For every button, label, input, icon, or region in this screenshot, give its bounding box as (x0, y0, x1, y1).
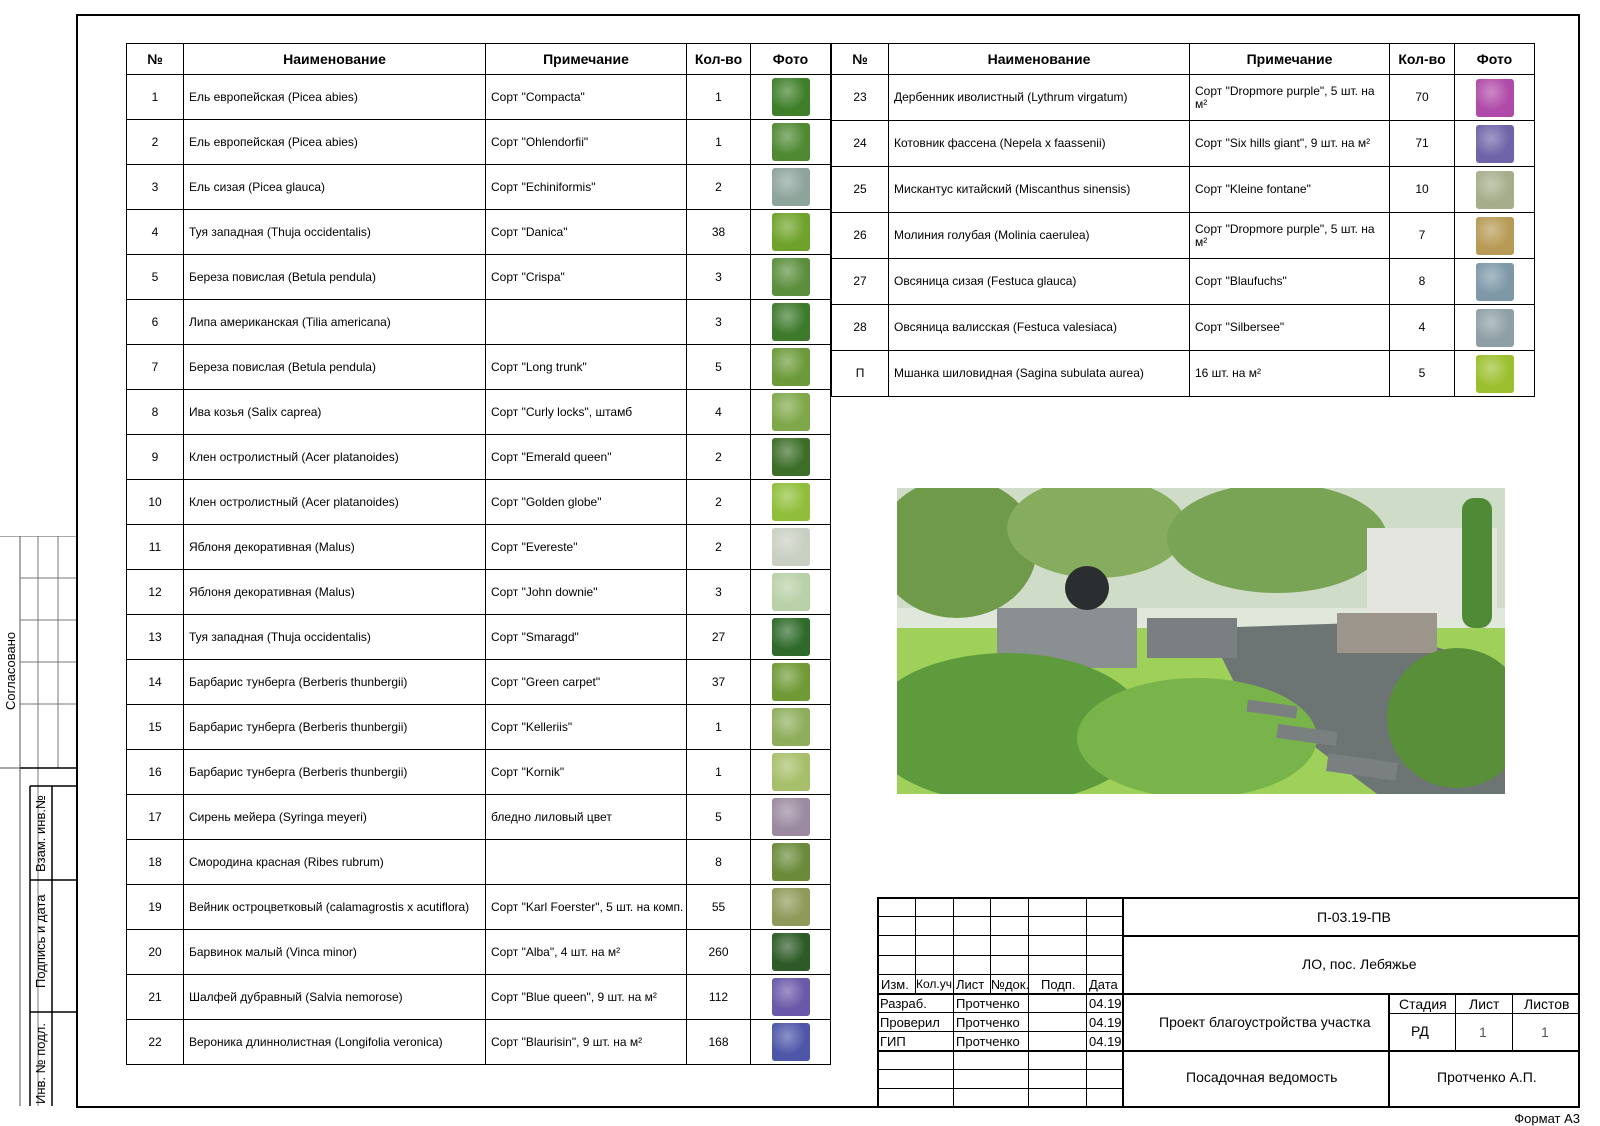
table-row (127, 750, 831, 795)
format-label: Формат А3 (1514, 1111, 1580, 1126)
plant-name: Ель европейская (Picea abies) (184, 75, 486, 120)
plant-note: Сорт "Evereste" (486, 525, 687, 570)
plant-photo (772, 933, 810, 971)
plant-name: Вероника длиннолистная (Longifolia veronica) (184, 1020, 486, 1065)
sheets-label: Листов (1524, 996, 1570, 1012)
table-row (832, 121, 1535, 167)
plant-photo-cell (751, 705, 831, 750)
plant-photo (772, 258, 810, 296)
plant-photo-cell (751, 75, 831, 120)
plant-no: 7 (127, 345, 184, 390)
plant-qty: 8 (1390, 259, 1455, 305)
table-row (127, 975, 831, 1020)
plant-note: Сорт "Golden globe" (486, 480, 687, 525)
col-qty-header: Кол-во (1390, 44, 1455, 75)
plant-qty: 71 (1390, 121, 1455, 167)
table-row (127, 480, 831, 525)
plant-no: 22 (127, 1020, 184, 1065)
plant-note: Сорт "Dropmore purple", 5 шт. на м² (1190, 75, 1390, 121)
plant-photo (772, 528, 810, 566)
plant-no: 16 (127, 750, 184, 795)
plant-photo-cell (751, 885, 831, 930)
plant-note: Сорт "Green carpet" (486, 660, 687, 705)
plant-photo-cell (1455, 167, 1535, 213)
plant-photo (1476, 125, 1514, 163)
plant-photo-cell (1455, 213, 1535, 259)
plant-qty: 8 (687, 840, 751, 885)
plant-note: Сорт "Emerald queen" (486, 435, 687, 480)
table-row (127, 390, 831, 435)
table-row (127, 660, 831, 705)
plant-name: Туя западная (Thuja occidentalis) (184, 210, 486, 255)
plant-name: Береза повислая (Betula pendula) (184, 255, 486, 300)
replace-inv-label: Взам. инв.№ (33, 795, 48, 872)
col-name-header: Наименование (184, 44, 486, 75)
table-row (127, 165, 831, 210)
plant-photo (1476, 79, 1514, 117)
plant-qty: 70 (1390, 75, 1455, 121)
table-row (127, 795, 831, 840)
plant-note: Сорт "Smaragd" (486, 615, 687, 660)
plant-qty: 5 (687, 345, 751, 390)
plant-name: Барбарис тунберга (Berberis thunbergii) (184, 660, 486, 705)
plant-note: Сорт "Blue queen", 9 шт. на м² (486, 975, 687, 1020)
plant-photo-cell (751, 660, 831, 705)
plant-no: 10 (127, 480, 184, 525)
table-row (127, 570, 831, 615)
plant-photo-cell (751, 840, 831, 885)
plant-no: 14 (127, 660, 184, 705)
plant-photo (772, 1023, 810, 1061)
plant-photo-cell (1455, 75, 1535, 121)
plant-photo-cell (751, 480, 831, 525)
table-row (127, 345, 831, 390)
left-margin-stamps (0, 536, 76, 1106)
tb-name-3: Протченко (956, 1034, 1020, 1049)
plant-note: Сорт "Danica" (486, 210, 687, 255)
col-qty-header: Кол-во (687, 44, 751, 75)
project-location: ЛО, пос. Лебяжье (1302, 956, 1417, 972)
plant-qty: 112 (687, 975, 751, 1020)
plant-no: 11 (127, 525, 184, 570)
col-no-header: № (832, 44, 889, 75)
tb-hdr-ndok: №док. (991, 977, 1030, 992)
table-row (127, 705, 831, 750)
plant-note: бледно лиловый цвет (486, 795, 687, 840)
plant-photo (772, 573, 810, 611)
table-row (832, 167, 1535, 213)
plant-name: Клен остролистный (Acer platanoides) (184, 435, 486, 480)
plant-name: Береза повислая (Betula pendula) (184, 345, 486, 390)
garden-render-image (897, 488, 1505, 794)
sign-date-label: Подпись и дата (33, 894, 48, 988)
plant-note (486, 300, 687, 345)
plant-photo-cell (751, 525, 831, 570)
plant-photo (772, 888, 810, 926)
planting-table-left (126, 43, 831, 1065)
plant-no: 18 (127, 840, 184, 885)
table-row (832, 259, 1535, 305)
plant-photo-cell (751, 210, 831, 255)
col-no-header: № (127, 44, 184, 75)
author-org: Протченко А.П. (1437, 1069, 1537, 1085)
plant-no: 19 (127, 885, 184, 930)
col-photo-header: Фото (1455, 44, 1535, 75)
table-row (832, 75, 1535, 121)
col-photo-header: Фото (751, 44, 831, 75)
plant-no: 26 (832, 213, 889, 259)
plant-no: 8 (127, 390, 184, 435)
plant-no: 23 (832, 75, 889, 121)
plant-photo (772, 393, 810, 431)
plant-no: П (832, 351, 889, 397)
plant-photo-cell (751, 345, 831, 390)
plant-name: Ель сизая (Picea glauca) (184, 165, 486, 210)
plant-name: Мискантус китайский (Miscanthus sinensis) (889, 167, 1190, 213)
plant-photo (772, 978, 810, 1016)
plant-photo (772, 438, 810, 476)
table-row (127, 255, 831, 300)
plant-photo-cell (751, 165, 831, 210)
plant-photo-cell (751, 570, 831, 615)
plant-note: Сорт "Six hills giant", 9 шт. на м² (1190, 121, 1390, 167)
plant-name: Овсяница сизая (Festuca glauca) (889, 259, 1190, 305)
col-note-header: Примечание (1190, 44, 1390, 75)
plant-note: Сорт "Kelleriis" (486, 705, 687, 750)
plant-photo (772, 843, 810, 881)
plant-name: Ива козья (Salix caprea) (184, 390, 486, 435)
col-note-header: Примечание (486, 44, 687, 75)
tb-name-2: Протченко (956, 1015, 1020, 1030)
tb-hdr-data: Дата (1089, 977, 1118, 992)
plant-qty: 37 (687, 660, 751, 705)
plant-photo-cell (751, 795, 831, 840)
plant-photo (1476, 217, 1514, 255)
plant-photo-cell (751, 255, 831, 300)
plant-no: 3 (127, 165, 184, 210)
plant-photo (772, 798, 810, 836)
table-row (832, 213, 1535, 259)
title-block (877, 897, 1580, 1108)
plant-photo-cell (751, 975, 831, 1020)
agreed-label: Согласовано (3, 631, 18, 710)
sheet-title: Посадочная ведомость (1186, 1069, 1338, 1085)
plant-photo (772, 78, 810, 116)
plant-photo-cell (1455, 121, 1535, 167)
plant-qty: 1 (687, 75, 751, 120)
plant-photo (772, 168, 810, 206)
plant-photo (1476, 263, 1514, 301)
plant-note: Сорт "John downie" (486, 570, 687, 615)
plant-qty: 2 (687, 525, 751, 570)
tb-date-3: 04.19 (1089, 1034, 1122, 1049)
plant-qty: 260 (687, 930, 751, 975)
plant-photo-cell (751, 300, 831, 345)
plant-note: Сорт "Ohlendorfii" (486, 120, 687, 165)
plant-photo (1476, 171, 1514, 209)
plant-note: Сорт "Silbersee" (1190, 305, 1390, 351)
plant-name: Шалфей дубравный (Salvia nemorose) (184, 975, 486, 1020)
plant-name: Яблоня декоративная (Malus) (184, 525, 486, 570)
table-row (127, 210, 831, 255)
plant-photo (772, 348, 810, 386)
table-row (127, 615, 831, 660)
tb-hdr-podp: Подп. (1041, 977, 1076, 992)
table-row (127, 435, 831, 480)
plant-no: 21 (127, 975, 184, 1020)
plant-no: 24 (832, 121, 889, 167)
project-code: П-03.19-ПВ (1317, 909, 1391, 925)
table-row (127, 300, 831, 345)
plant-note: Сорт "Long trunk" (486, 345, 687, 390)
stage-label: Стадия (1399, 996, 1447, 1012)
plant-name: Клен остролистный (Acer platanoides) (184, 480, 486, 525)
plant-name: Липа американская (Tilia americana) (184, 300, 486, 345)
plant-note: Сорт "Kornik" (486, 750, 687, 795)
plant-note: Сорт "Curly locks", штамб (486, 390, 687, 435)
plant-name: Смородина красная (Ribes rubrum) (184, 840, 486, 885)
sheet-value: 1 (1479, 1024, 1487, 1040)
plant-photo (772, 753, 810, 791)
plant-no: 1 (127, 75, 184, 120)
plant-photo (772, 663, 810, 701)
plant-note: Сорт "Compacta" (486, 75, 687, 120)
plant-photo-cell (751, 750, 831, 795)
plant-photo-cell (751, 390, 831, 435)
plant-no: 5 (127, 255, 184, 300)
plant-photo-cell (1455, 351, 1535, 397)
tb-name-1: Протченко (956, 996, 1020, 1011)
plant-qty: 27 (687, 615, 751, 660)
tb-role-2: Проверил (880, 1015, 940, 1030)
sheets-value: 1 (1541, 1024, 1549, 1040)
col-name-header: Наименование (889, 44, 1190, 75)
plant-qty: 4 (687, 390, 751, 435)
tb-date-2: 04.19 (1089, 1015, 1122, 1030)
table-row (127, 120, 831, 165)
plant-qty: 3 (687, 255, 751, 300)
plant-photo-cell (751, 1020, 831, 1065)
plant-photo (772, 618, 810, 656)
table-row (127, 840, 831, 885)
plant-qty: 168 (687, 1020, 751, 1065)
plant-photo (1476, 309, 1514, 347)
plant-qty: 10 (1390, 167, 1455, 213)
planting-table-right (831, 43, 1535, 397)
plant-qty: 2 (687, 435, 751, 480)
plant-name: Молиния голубая (Molinia caerulea) (889, 213, 1190, 259)
plant-photo (772, 303, 810, 341)
plant-no: 4 (127, 210, 184, 255)
plant-name: Дербенник иволистный (Lythrum virgatum) (889, 75, 1190, 121)
plant-note: Сорт "Karl Foerster", 5 шт. на комп. (486, 885, 687, 930)
plant-note: Сорт "Crispa" (486, 255, 687, 300)
plant-note: Сорт "Alba", 4 шт. на м² (486, 930, 687, 975)
table-row (127, 930, 831, 975)
tb-hdr-list: Лист (956, 977, 985, 992)
plant-note: Сорт "Dropmore purple", 5 шт. на м² (1190, 213, 1390, 259)
garden-illustration (897, 488, 1505, 794)
plant-photo (772, 708, 810, 746)
project-title: Проект благоустройства участка (1159, 1014, 1371, 1030)
plant-note: Сорт "Blaufuchs" (1190, 259, 1390, 305)
plant-photo-cell (751, 120, 831, 165)
stage-value: РД (1411, 1023, 1429, 1039)
table-row (127, 525, 831, 570)
plant-name: Барвинок малый (Vinca minor) (184, 930, 486, 975)
plant-photo (772, 213, 810, 251)
plant-qty: 2 (687, 480, 751, 525)
plant-name: Котовник фассена (Nepela x faassenii) (889, 121, 1190, 167)
plant-name: Яблоня декоративная (Malus) (184, 570, 486, 615)
plant-qty: 3 (687, 570, 751, 615)
plant-note (486, 840, 687, 885)
plant-name: Барбарис тунберга (Berberis thunbergii) (184, 750, 486, 795)
plant-no: 27 (832, 259, 889, 305)
plant-no: 17 (127, 795, 184, 840)
table-row (832, 305, 1535, 351)
tb-date-1: 04.19 (1089, 996, 1122, 1011)
inv-orig-label: Инв. № подл. (33, 1023, 48, 1104)
plant-no: 2 (127, 120, 184, 165)
plant-photo (772, 123, 810, 161)
plant-no: 15 (127, 705, 184, 750)
sheet-label: Лист (1469, 996, 1500, 1012)
tb-hdr-kolich: Кол.уч. (916, 977, 956, 991)
plant-name: Ель европейская (Picea abies) (184, 120, 486, 165)
plant-qty: 1 (687, 120, 751, 165)
plant-photo-cell (751, 930, 831, 975)
tb-role-1: Разраб. (880, 996, 927, 1011)
table-row (832, 351, 1535, 397)
plant-photo-cell (1455, 259, 1535, 305)
plant-no: 20 (127, 930, 184, 975)
plant-qty: 38 (687, 210, 751, 255)
plant-name: Сирень мейера (Syringa meyeri) (184, 795, 486, 840)
plant-qty: 55 (687, 885, 751, 930)
plant-photo-cell (1455, 305, 1535, 351)
plant-qty: 3 (687, 300, 751, 345)
plant-photo (772, 483, 810, 521)
table-row (127, 885, 831, 930)
plant-name: Туя западная (Thuja occidentalis) (184, 615, 486, 660)
plant-photo (1476, 355, 1514, 393)
plant-no: 12 (127, 570, 184, 615)
plant-note: 16 шт. на м² (1190, 351, 1390, 397)
plant-note: Сорт "Echiniformis" (486, 165, 687, 210)
plant-photo-cell (751, 615, 831, 660)
table-row (127, 75, 831, 120)
plant-no: 9 (127, 435, 184, 480)
table-header-row (832, 44, 1535, 75)
plant-name: Вейник остроцветковый (calamagrostis x acutiflora) (184, 885, 486, 930)
plant-note: Сорт "Blaurisin", 9 шт. на м² (486, 1020, 687, 1065)
plant-qty: 1 (687, 705, 751, 750)
plant-name: Мшанка шиловидная (Sagina subulata aurea) (889, 351, 1190, 397)
plant-qty: 7 (1390, 213, 1455, 259)
plant-note: Сорт "Kleine fontane" (1190, 167, 1390, 213)
plant-qty: 2 (687, 165, 751, 210)
plant-no: 28 (832, 305, 889, 351)
plant-qty: 4 (1390, 305, 1455, 351)
plant-no: 25 (832, 167, 889, 213)
plant-qty: 5 (1390, 351, 1455, 397)
tb-hdr-izm: Изм. (881, 977, 909, 992)
plant-no: 13 (127, 615, 184, 660)
tb-role-3: ГИП (880, 1034, 906, 1049)
plant-photo-cell (751, 435, 831, 480)
plant-qty: 5 (687, 795, 751, 840)
plant-qty: 1 (687, 750, 751, 795)
plant-name: Барбарис тунберга (Berberis thunbergii) (184, 705, 486, 750)
plant-no: 6 (127, 300, 184, 345)
table-header-row (127, 44, 831, 75)
plant-name: Овсяница валисская (Festuca valesiaca) (889, 305, 1190, 351)
table-row (127, 1020, 831, 1065)
